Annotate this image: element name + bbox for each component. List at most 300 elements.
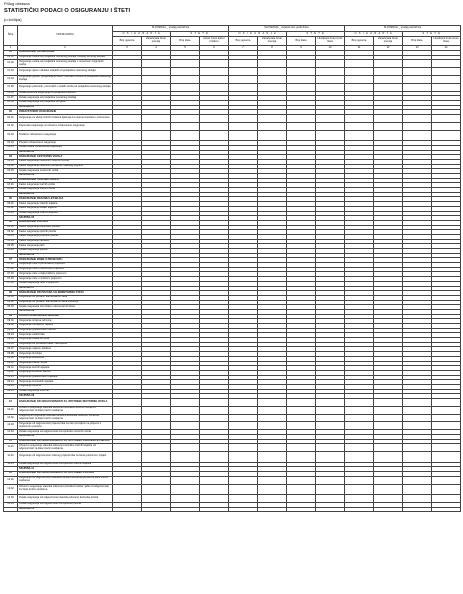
data-cell[interactable] bbox=[200, 414, 229, 422]
data-cell[interactable] bbox=[316, 75, 345, 83]
data-cell[interactable] bbox=[403, 422, 432, 430]
data-cell[interactable] bbox=[316, 130, 345, 141]
row-code: 03.01 bbox=[4, 159, 18, 164]
data-cell[interactable] bbox=[432, 495, 461, 503]
data-cell[interactable] bbox=[113, 406, 142, 414]
data-cell[interactable] bbox=[287, 452, 316, 463]
data-cell[interactable] bbox=[200, 495, 229, 503]
data-cell[interactable] bbox=[432, 414, 461, 422]
data-cell[interactable] bbox=[374, 115, 403, 123]
row-risk-type: Osiguranje stakla od loma bbox=[18, 338, 113, 343]
column-header: Likvidirani bruto iznos šteta bbox=[316, 37, 345, 46]
data-cell[interactable] bbox=[316, 484, 345, 495]
data-cell[interactable] bbox=[229, 507, 258, 512]
row-code: 02.02 bbox=[4, 122, 18, 130]
data-cell[interactable] bbox=[200, 476, 229, 484]
row-code: 08 bbox=[4, 291, 18, 296]
row-code: 02.04 bbox=[4, 141, 18, 146]
table-row bbox=[4, 476, 461, 484]
data-cell[interactable] bbox=[113, 444, 142, 452]
data-cell[interactable] bbox=[345, 452, 374, 463]
data-cell[interactable] bbox=[200, 122, 229, 130]
data-cell[interactable] bbox=[403, 122, 432, 130]
data-cell[interactable] bbox=[142, 444, 171, 452]
data-cell[interactable] bbox=[374, 406, 403, 414]
data-cell[interactable] bbox=[287, 130, 316, 141]
row-risk-type: Ostala osiguranja imovine bbox=[18, 389, 113, 394]
row-risk-type: Osiguranje gostiju, posjetitelja priredbi, izletnika i turista od posljedica nesretnog slučaja bbox=[19, 75, 111, 82]
data-cell[interactable] bbox=[200, 484, 229, 495]
column-header: Likvid. bruto šteta i troškovi bbox=[200, 37, 229, 46]
row-code: 01.06 bbox=[4, 91, 18, 96]
data-cell[interactable] bbox=[345, 422, 374, 430]
data-cell[interactable] bbox=[432, 122, 461, 130]
data-cell[interactable] bbox=[142, 68, 171, 76]
data-cell[interactable] bbox=[229, 422, 258, 430]
row-risk-type: Osiguranje opreme bbox=[18, 384, 113, 389]
row-risk-type: OSIGURANJE OD POŽARA I ELEMENTARNIH ŠTETA bbox=[18, 291, 113, 296]
data-cell[interactable] bbox=[374, 399, 403, 407]
data-cell[interactable] bbox=[200, 452, 229, 463]
data-cell[interactable] bbox=[113, 83, 142, 91]
data-cell[interactable] bbox=[113, 452, 142, 463]
data-cell[interactable] bbox=[142, 484, 171, 495]
data-cell[interactable] bbox=[316, 507, 345, 512]
data-cell[interactable] bbox=[374, 414, 403, 422]
data-cell[interactable] bbox=[432, 484, 461, 495]
data-cell[interactable] bbox=[258, 60, 287, 68]
column-header: Zaračunata bruto premija bbox=[374, 37, 403, 46]
data-cell[interactable] bbox=[316, 422, 345, 430]
row-code: 12.03 bbox=[4, 495, 18, 503]
row-code: 09.16 bbox=[4, 389, 18, 394]
row-risk-type: Obvezno osiguranje vlasnika odnosno korisnika zračnih letjelica od odgovornosti za štete trećim osobama bbox=[18, 444, 113, 452]
data-cell[interactable] bbox=[374, 60, 403, 68]
data-cell[interactable] bbox=[258, 130, 287, 141]
data-cell[interactable] bbox=[200, 422, 229, 430]
data-cell[interactable] bbox=[432, 422, 461, 430]
data-cell[interactable] bbox=[316, 83, 345, 91]
data-cell[interactable] bbox=[403, 495, 432, 503]
row-code: 09.02 bbox=[4, 324, 18, 329]
data-cell[interactable] bbox=[287, 115, 316, 123]
row-risk-type: Ostala osiguranja od posljedica nesretnog slučaja bbox=[18, 96, 113, 101]
data-cell[interactable] bbox=[200, 406, 229, 414]
data-cell[interactable] bbox=[345, 122, 374, 130]
data-cell[interactable] bbox=[229, 484, 258, 495]
data-cell[interactable] bbox=[403, 399, 432, 407]
data-cell[interactable] bbox=[432, 68, 461, 76]
row-risk-type: SKUPINA 12 bbox=[18, 507, 113, 512]
data-cell[interactable] bbox=[403, 83, 432, 91]
data-cell[interactable] bbox=[432, 444, 461, 452]
data-cell[interactable] bbox=[316, 122, 345, 130]
column-number: 4 bbox=[142, 46, 171, 51]
data-cell[interactable] bbox=[345, 476, 374, 484]
row-code: 06.04 bbox=[4, 239, 18, 244]
data-cell[interactable] bbox=[287, 495, 316, 503]
data-cell[interactable] bbox=[374, 507, 403, 512]
data-cell[interactable] bbox=[316, 414, 345, 422]
data-cell[interactable] bbox=[287, 414, 316, 422]
data-cell[interactable] bbox=[374, 422, 403, 430]
data-cell[interactable] bbox=[258, 83, 287, 91]
data-cell[interactable] bbox=[258, 444, 287, 452]
data-cell[interactable] bbox=[229, 399, 258, 407]
row-code: 11.02 bbox=[4, 452, 18, 463]
data-cell[interactable] bbox=[142, 60, 171, 68]
data-cell[interactable] bbox=[200, 75, 229, 83]
row-code: 09 bbox=[4, 314, 18, 319]
data-cell[interactable] bbox=[113, 68, 142, 76]
data-cell[interactable] bbox=[258, 406, 287, 414]
section-row bbox=[4, 399, 461, 407]
data-cell[interactable] bbox=[287, 476, 316, 484]
data-cell[interactable] bbox=[258, 414, 287, 422]
table-row bbox=[4, 414, 461, 422]
row-risk-type: OSIGURANJE CESTOVNIH VOZILA bbox=[18, 155, 113, 160]
row-code: 05.01 bbox=[4, 202, 18, 207]
data-cell[interactable] bbox=[287, 406, 316, 414]
data-cell[interactable] bbox=[113, 507, 142, 512]
data-cell[interactable] bbox=[374, 83, 403, 91]
data-cell[interactable] bbox=[403, 507, 432, 512]
data-cell[interactable] bbox=[432, 83, 461, 91]
column-header: Zaračunata bruto premija bbox=[258, 37, 287, 46]
data-cell[interactable] bbox=[113, 130, 142, 141]
table-row bbox=[4, 75, 461, 83]
data-cell[interactable] bbox=[142, 122, 171, 130]
data-cell[interactable] bbox=[403, 406, 432, 414]
row-risk-type: Osiguranje elektronike bbox=[18, 333, 113, 338]
header-osiguranja: O S I G U R A N J A bbox=[345, 32, 403, 37]
data-cell[interactable] bbox=[171, 122, 200, 130]
data-cell[interactable] bbox=[171, 83, 200, 91]
data-cell[interactable] bbox=[316, 68, 345, 76]
data-cell[interactable] bbox=[200, 83, 229, 91]
data-cell[interactable] bbox=[142, 83, 171, 91]
data-cell[interactable] bbox=[374, 75, 403, 83]
table-row bbox=[4, 130, 461, 141]
data-cell[interactable] bbox=[287, 399, 316, 407]
row-code: 06.02 bbox=[4, 230, 18, 235]
data-cell[interactable] bbox=[287, 75, 316, 83]
row-code: 11 bbox=[4, 439, 18, 444]
data-cell[interactable] bbox=[229, 122, 258, 130]
data-cell[interactable] bbox=[171, 444, 200, 452]
data-cell[interactable] bbox=[287, 507, 316, 512]
data-cell[interactable] bbox=[142, 406, 171, 414]
data-cell[interactable] bbox=[345, 507, 374, 512]
row-code: 08.02 bbox=[4, 300, 18, 305]
row-code: 02.05 bbox=[4, 145, 18, 150]
data-cell[interactable] bbox=[229, 414, 258, 422]
data-cell[interactable] bbox=[374, 476, 403, 484]
data-cell[interactable] bbox=[316, 60, 345, 68]
column-header: Broj ugovora bbox=[345, 37, 374, 46]
data-cell[interactable] bbox=[229, 452, 258, 463]
data-cell[interactable] bbox=[374, 452, 403, 463]
data-cell[interactable] bbox=[345, 406, 374, 414]
data-cell[interactable] bbox=[258, 68, 287, 76]
data-cell[interactable] bbox=[316, 399, 345, 407]
data-cell[interactable] bbox=[258, 399, 287, 407]
row-risk-type: Kasko osiguranje ostalih letjelica bbox=[18, 206, 113, 211]
row-risk-type: Kasko osiguranje čamaca bbox=[18, 239, 113, 244]
row-risk-type: Osiguranje životinja bbox=[18, 352, 113, 357]
data-cell[interactable] bbox=[171, 414, 200, 422]
row-code: 02.03 bbox=[4, 130, 18, 141]
row-risk-type: Osiguranje zaliha i stvari bbox=[18, 361, 113, 366]
data-cell[interactable] bbox=[316, 495, 345, 503]
data-cell[interactable] bbox=[113, 122, 142, 130]
data-cell[interactable] bbox=[345, 130, 374, 141]
data-cell[interactable] bbox=[142, 414, 171, 422]
data-cell[interactable] bbox=[229, 130, 258, 141]
data-cell[interactable] bbox=[113, 75, 142, 83]
data-cell[interactable] bbox=[200, 68, 229, 76]
data-cell[interactable] bbox=[403, 68, 432, 76]
data-cell[interactable] bbox=[200, 399, 229, 407]
data-cell[interactable] bbox=[403, 444, 432, 452]
table-row bbox=[4, 422, 461, 430]
table-row bbox=[4, 122, 461, 130]
row-risk-type: Obvezno osiguranje vlasnika odnosno korisnika motornih vozila od odgovornosti za štete trećim osobama bbox=[18, 406, 113, 414]
table-row bbox=[4, 83, 461, 91]
column-header: Zaračunata bruto premija bbox=[142, 37, 171, 46]
row-risk-type: OSIGURANJE PLOVILA bbox=[18, 220, 113, 225]
data-cell[interactable] bbox=[374, 68, 403, 76]
data-cell[interactable] bbox=[113, 399, 142, 407]
data-cell[interactable] bbox=[345, 60, 374, 68]
row-risk-type: Privatno zdravstveno osiguranje bbox=[18, 141, 113, 146]
data-cell[interactable] bbox=[258, 476, 287, 484]
data-cell[interactable] bbox=[287, 422, 316, 430]
table-body bbox=[4, 51, 461, 512]
data-cell[interactable] bbox=[432, 507, 461, 512]
row-risk-type: Ostala osiguranja od odgovornosti za upotrebu motornih vozila bbox=[18, 430, 113, 435]
data-cell[interactable] bbox=[345, 68, 374, 76]
data-cell[interactable] bbox=[142, 422, 171, 430]
row-risk-type: OSIGURANJE OD ODGOVORNOSTI ZA UPOTREBU MOTORNIH VOZILA bbox=[18, 399, 113, 407]
data-cell[interactable] bbox=[432, 130, 461, 141]
row-risk-type: OSIGURANJE TRAČNIH VOZILA bbox=[18, 178, 113, 183]
data-cell[interactable] bbox=[229, 83, 258, 91]
data-cell[interactable] bbox=[142, 452, 171, 463]
data-cell[interactable] bbox=[171, 130, 200, 141]
data-cell[interactable] bbox=[345, 484, 374, 495]
row-code: 01.05 bbox=[4, 83, 18, 91]
data-cell[interactable] bbox=[432, 452, 461, 463]
row-risk-type: SKUPINA 06 bbox=[18, 253, 113, 258]
data-cell[interactable] bbox=[142, 476, 171, 484]
column-number: 3 bbox=[113, 46, 142, 51]
data-cell[interactable] bbox=[229, 75, 258, 83]
table-row bbox=[4, 406, 461, 414]
data-cell[interactable] bbox=[345, 399, 374, 407]
data-cell[interactable] bbox=[432, 406, 461, 414]
row-risk-type: Ostala osiguranja plovila bbox=[18, 249, 113, 254]
data-cell[interactable] bbox=[258, 507, 287, 512]
data-cell[interactable] bbox=[171, 422, 200, 430]
data-cell[interactable] bbox=[345, 115, 374, 123]
data-cell[interactable] bbox=[287, 444, 316, 452]
row-code: 12.04 bbox=[4, 502, 18, 507]
data-cell[interactable] bbox=[113, 484, 142, 495]
data-cell[interactable] bbox=[142, 495, 171, 503]
data-cell[interactable] bbox=[345, 444, 374, 452]
data-cell[interactable] bbox=[403, 452, 432, 463]
data-cell[interactable] bbox=[200, 115, 229, 123]
data-cell[interactable] bbox=[142, 507, 171, 512]
data-cell[interactable] bbox=[171, 399, 200, 407]
data-cell[interactable] bbox=[374, 484, 403, 495]
data-cell[interactable] bbox=[287, 484, 316, 495]
data-cell[interactable] bbox=[316, 452, 345, 463]
data-cell[interactable] bbox=[432, 60, 461, 68]
data-cell[interactable] bbox=[200, 130, 229, 141]
row-code: 09.15 bbox=[4, 384, 18, 389]
row-code: 03.03 bbox=[4, 169, 18, 174]
data-cell[interactable] bbox=[432, 399, 461, 407]
data-cell[interactable] bbox=[403, 414, 432, 422]
data-cell[interactable] bbox=[345, 414, 374, 422]
data-cell[interactable] bbox=[200, 60, 229, 68]
data-cell[interactable] bbox=[287, 122, 316, 130]
data-cell[interactable] bbox=[287, 60, 316, 68]
row-code: 11.01 bbox=[4, 444, 18, 452]
row-risk-type: Ostala posebna osiguranja od posljedica nesreće bbox=[18, 91, 113, 96]
column-number: 9 bbox=[287, 46, 316, 51]
column-number: 8 bbox=[258, 46, 287, 51]
data-cell[interactable] bbox=[171, 68, 200, 76]
data-cell[interactable] bbox=[229, 68, 258, 76]
data-cell[interactable] bbox=[142, 399, 171, 407]
data-cell[interactable] bbox=[171, 507, 200, 512]
data-cell[interactable] bbox=[403, 130, 432, 141]
data-cell[interactable] bbox=[316, 115, 345, 123]
data-cell[interactable] bbox=[142, 75, 171, 83]
data-cell[interactable] bbox=[374, 130, 403, 141]
data-cell[interactable] bbox=[345, 75, 374, 83]
row-risk-type: OSIGURANJE ROBE U PRIJEVOZU bbox=[18, 258, 113, 263]
row-risk-type: SKUPINA 08 bbox=[18, 309, 113, 314]
row-risk-type: SKUPINA 01 bbox=[18, 105, 113, 110]
row-code: 12.01 bbox=[4, 476, 18, 484]
row-code: 07 bbox=[4, 258, 18, 263]
row-risk-type: Dopunsko osiguranje uz obvezno zdravstveno osiguranje bbox=[18, 122, 113, 130]
data-cell[interactable] bbox=[171, 406, 200, 414]
data-cell[interactable] bbox=[113, 495, 142, 503]
data-cell[interactable] bbox=[374, 444, 403, 452]
data-cell[interactable] bbox=[142, 115, 171, 123]
data-cell[interactable] bbox=[258, 484, 287, 495]
data-cell[interactable] bbox=[345, 495, 374, 503]
data-cell[interactable] bbox=[403, 60, 432, 68]
data-cell[interactable] bbox=[171, 452, 200, 463]
data-cell[interactable] bbox=[258, 452, 287, 463]
data-cell[interactable] bbox=[258, 122, 287, 130]
data-cell[interactable] bbox=[200, 507, 229, 512]
row-code: 09.01 bbox=[4, 319, 18, 324]
row-risk-type: Kasko osiguranje cestovnih motornih vozila bbox=[18, 159, 113, 164]
page-title: STATISTIČKI PODACI O OSIGURANJU I ŠTETI bbox=[4, 8, 131, 14]
data-cell[interactable] bbox=[113, 414, 142, 422]
header-stete: Š T E T E bbox=[287, 32, 345, 37]
data-cell[interactable] bbox=[113, 60, 142, 68]
data-cell[interactable] bbox=[403, 115, 432, 123]
data-cell[interactable] bbox=[113, 422, 142, 430]
data-cell[interactable] bbox=[229, 406, 258, 414]
table-row bbox=[4, 68, 461, 76]
header-vrste-rizika: VRSTE RIZIKA bbox=[18, 26, 113, 46]
row-code: 02.01 bbox=[4, 115, 18, 123]
data-cell[interactable] bbox=[258, 75, 287, 83]
data-cell[interactable] bbox=[345, 83, 374, 91]
data-cell[interactable] bbox=[229, 495, 258, 503]
data-cell[interactable] bbox=[374, 122, 403, 130]
row-code: 09.08 bbox=[4, 352, 18, 357]
data-cell[interactable] bbox=[229, 115, 258, 123]
data-cell[interactable] bbox=[316, 476, 345, 484]
data-cell[interactable] bbox=[403, 75, 432, 83]
data-cell[interactable] bbox=[171, 75, 200, 83]
data-cell[interactable] bbox=[432, 476, 461, 484]
data-cell[interactable] bbox=[432, 75, 461, 83]
data-cell[interactable] bbox=[171, 495, 200, 503]
column-number: 11 bbox=[345, 46, 374, 51]
data-cell[interactable] bbox=[229, 60, 258, 68]
data-cell[interactable] bbox=[316, 406, 345, 414]
data-cell[interactable] bbox=[171, 484, 200, 495]
data-cell[interactable] bbox=[403, 484, 432, 495]
row-risk-type: Osiguranje građevinskih radova bbox=[18, 328, 113, 333]
data-cell[interactable] bbox=[258, 495, 287, 503]
data-cell[interactable] bbox=[403, 476, 432, 484]
data-cell[interactable] bbox=[258, 115, 287, 123]
data-cell[interactable] bbox=[229, 444, 258, 452]
row-code: 09.03 bbox=[4, 328, 18, 333]
table-row bbox=[4, 495, 461, 503]
data-cell[interactable] bbox=[113, 115, 142, 123]
row-risk-type: SKUPINA 11 bbox=[18, 467, 113, 472]
row-risk-type: Osiguranje pokretnih, pomorskih i ostalih osoba od posljedica nesretnog slučaja bbox=[18, 83, 113, 91]
row-code: 03 bbox=[4, 155, 18, 160]
row-risk-type: Ostala osiguranja tračnih vozila bbox=[18, 188, 113, 193]
row-code: 10.04 bbox=[4, 430, 18, 435]
data-cell[interactable] bbox=[171, 60, 200, 68]
data-cell[interactable] bbox=[229, 476, 258, 484]
row-risk-type: Obvezno osiguranje vlasnika odnosno korisnika brodica i jahti od odgovornosti za štete trećim osobama bbox=[18, 484, 113, 495]
row-risk-type: Osiguranje strojeva od loma bbox=[18, 319, 113, 324]
row-risk-type: Kasko osiguranje jahti bbox=[18, 244, 113, 249]
data-cell[interactable] bbox=[432, 115, 461, 123]
data-cell[interactable] bbox=[316, 444, 345, 452]
data-cell[interactable] bbox=[113, 476, 142, 484]
data-cell[interactable] bbox=[200, 444, 229, 452]
unit-note: (u kn/lipa) bbox=[4, 17, 22, 22]
data-cell[interactable] bbox=[171, 476, 200, 484]
header-stete: Š T E T E bbox=[403, 32, 461, 37]
data-cell[interactable] bbox=[287, 68, 316, 76]
data-cell[interactable] bbox=[142, 130, 171, 141]
data-cell[interactable] bbox=[374, 495, 403, 503]
data-cell[interactable] bbox=[258, 422, 287, 430]
column-number: 6 bbox=[200, 46, 229, 51]
data-cell[interactable] bbox=[287, 83, 316, 91]
row-risk-type: Osiguranje robe u pomorskom prijevozu bbox=[18, 263, 113, 268]
data-cell[interactable] bbox=[171, 115, 200, 123]
